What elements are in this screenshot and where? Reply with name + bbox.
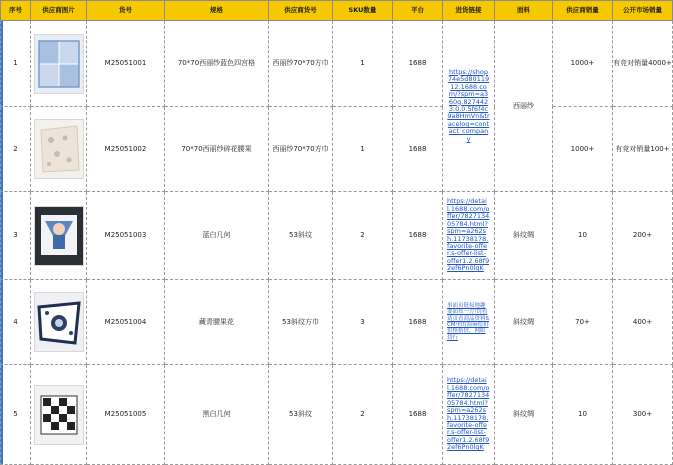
header-cell[interactable]: 面料 [495,1,553,21]
supplier-code-cell[interactable]: 53斜纹 [269,365,333,465]
supplier-sales-cell[interactable]: 10 [553,192,613,280]
image-cell[interactable] [31,107,87,192]
product-thumbnail[interactable] [34,34,84,94]
image-cell[interactable] [31,192,87,280]
scarf-pale-floral-image [35,120,83,178]
image-cell[interactable] [31,280,87,365]
fabric-cell[interactable]: 斜纹绸 [495,365,553,465]
scarf-black-white-geometric-image [35,386,83,444]
supplier-code-cell[interactable]: 53斜纹 [269,192,333,280]
product-thumbnail[interactable] [34,119,84,179]
index-cell[interactable]: 5 [1,365,31,465]
index-cell[interactable]: 3 [1,192,31,280]
purchase-link-cell[interactable] [443,280,495,365]
header-cell[interactable]: 货号 [87,1,165,21]
supplier-sales-cell[interactable]: 70+ [553,280,613,365]
platform-cell[interactable]: 1688 [393,365,443,465]
table-row [1,365,673,465]
supplier-sales-cell[interactable]: 1000+ [553,107,613,192]
spec-cell[interactable]: 藏青腰果花 [165,280,269,365]
purchase-link-cell[interactable] [443,365,495,465]
platform-cell[interactable]: 1688 [393,280,443,365]
image-cell[interactable] [31,21,87,107]
sku-count-cell[interactable]: 1 [333,107,393,192]
table-row [1,280,673,365]
sku-code-cell[interactable]: M25051005 [87,365,165,465]
purchase-link[interactable]: https://detail.1688.com/offer/782713405784.html?spm=a262sh.11738178.favorite-offer.s-offer-list-offer1.2.68f92ef6Pn0lqK [447,197,490,273]
purchase-link[interactable]: https://detail.1688.com/offer/782713405784.html?spm=a262sh.11738178.favorite-offer.s-offer-list-offer1.2.68f92ef6Pn0lqK [447,376,490,452]
header-cell[interactable]: SKU数量 [333,1,393,21]
fabric-cell[interactable]: 西丽纱 [495,21,553,192]
supplier-code-cell[interactable]: 53斜纹方巾 [269,280,333,365]
market-sales-cell[interactable]: 300+ [613,365,673,465]
header-cell[interactable]: 序号 [1,1,31,21]
spec-cell[interactable]: 黑白几何 [165,365,269,465]
platform-cell[interactable]: 1688 [393,107,443,192]
image-cell[interactable] [31,365,87,465]
table-row [1,192,673,280]
purchase-link-cell[interactable] [443,192,495,280]
market-sales-cell[interactable]: 有竞对销量4000+ [613,21,673,107]
market-sales-cell[interactable]: 200+ [613,192,673,280]
table-row [1,107,673,192]
sku-count-cell[interactable]: 2 [333,365,393,465]
header-cell[interactable]: 公开市场销量 [613,1,673,21]
sku-count-cell[interactable]: 1 [333,21,393,107]
scarf-navy-paisley-image [35,293,83,351]
sku-code-cell[interactable]: M25051002 [87,107,165,192]
platform-cell[interactable]: 1688 [393,21,443,107]
sku-code-cell[interactable]: M25051001 [87,21,165,107]
header-row [1,1,673,21]
index-cell[interactable]: 4 [1,280,31,365]
supplier-code-cell[interactable]: 西丽纱70*70方巾 [269,21,333,107]
fabric-cell[interactable]: 斜纹绸 [495,280,553,365]
header-cell[interactable]: 平台 [393,1,443,21]
supplier-code-cell[interactable]: 西丽纱70*70方巾 [269,107,333,192]
spec-cell[interactable]: 70*70西丽纱蓝色四宫格 [165,21,269,107]
header-cell[interactable]: 进货链接 [443,1,495,21]
scarf-blue-white-geometric-image [35,207,83,265]
product-thumbnail[interactable] [34,385,84,445]
index-cell[interactable]: 2 [1,107,31,192]
sku-count-cell[interactable]: 3 [333,280,393,365]
header-cell[interactable]: 供应商销量 [553,1,613,21]
product-thumbnail[interactable] [34,292,84,352]
sku-code-cell[interactable]: M25051003 [87,192,165,280]
market-sales-cell[interactable]: 有竞对销量100+ [613,107,673,192]
scarf-blue-plaid-image [35,35,83,93]
purchase-link[interactable]: https://shop74e5d8011912.1688.com/?spm=a360g.8274423.0.0.5f6f4c9a8HmVn&tracelog=contact_company [447,67,490,143]
product-thumbnail[interactable] [34,206,84,266]
header-cell[interactable]: 供应商货号 [269,1,333,21]
sku-count-cell[interactable]: 2 [333,192,393,280]
platform-cell[interactable]: 1688 [393,192,443,280]
purchase-link[interactable]: 事面页链接地趣要面布一方巾|看请页看商品资料SCM里的海麻绘价价格格价，网眼切行 [447,303,489,341]
sku-code-cell[interactable]: M25051004 [87,280,165,365]
spec-cell[interactable]: 70*70西丽纱碎花腰果 [165,107,269,192]
header-cell[interactable]: 规格 [165,1,269,21]
index-cell[interactable]: 1 [1,21,31,107]
market-sales-cell[interactable]: 400+ [613,280,673,365]
supplier-sales-cell[interactable]: 10 [553,365,613,465]
table-row [1,21,673,107]
purchase-link-cell[interactable] [443,21,495,192]
spec-cell[interactable]: 蓝白几何 [165,192,269,280]
supplier-sales-cell[interactable]: 1000+ [553,21,613,107]
fabric-cell[interactable]: 斜纹绸 [495,192,553,280]
header-cell[interactable]: 供应商图片 [31,1,87,21]
